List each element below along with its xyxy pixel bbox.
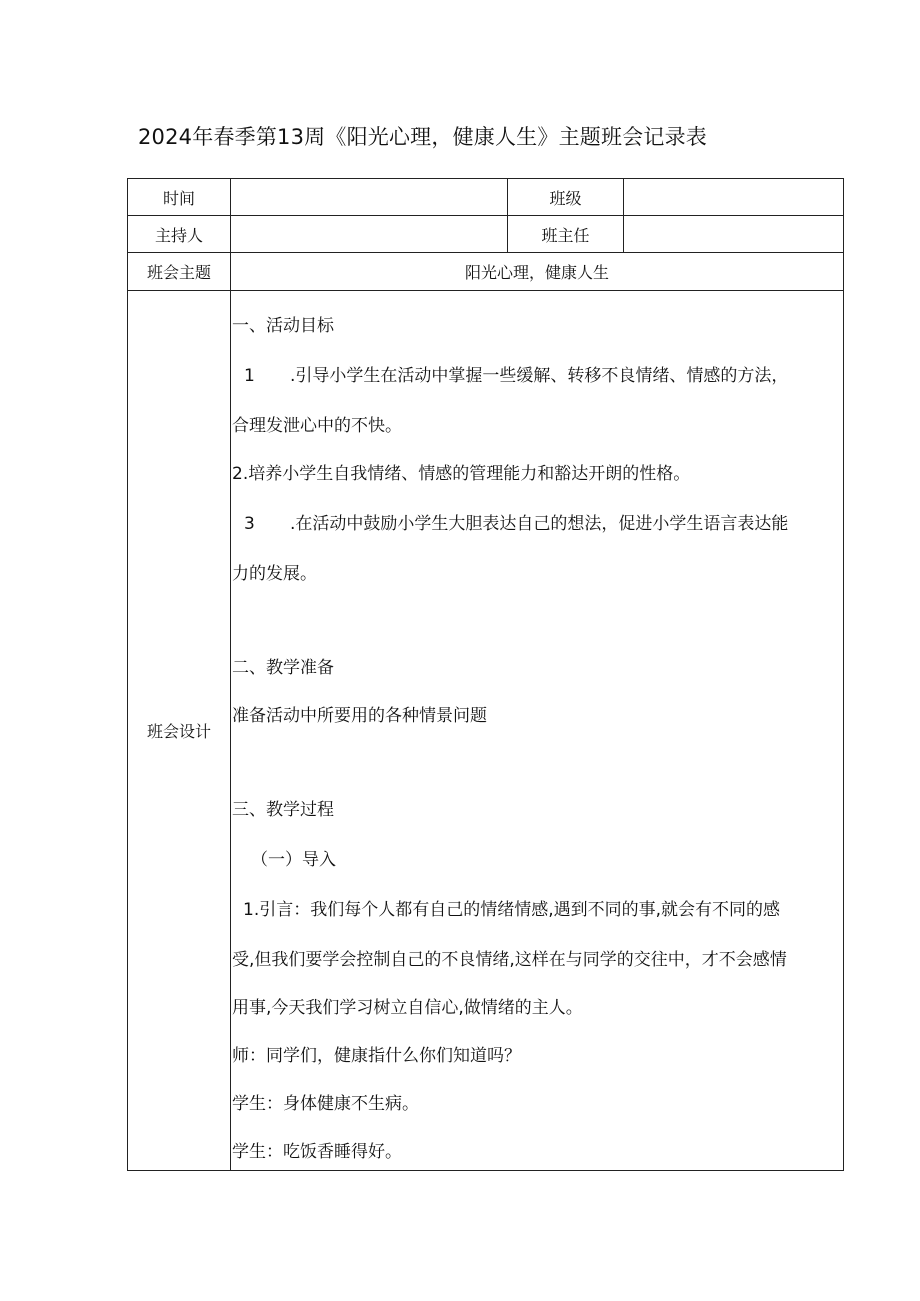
label-topic: 班会主题: [128, 253, 231, 291]
value-topic: 阳光心理，健康人生: [231, 253, 844, 291]
value-head-teacher: [624, 216, 844, 253]
subsection-intro: （一）导入: [251, 850, 336, 870]
value-host: [231, 216, 508, 253]
section-heading-prep: 二、教学准备: [232, 658, 334, 678]
design-content: [231, 291, 843, 1170]
row-time-class: [128, 179, 844, 216]
label-head-teacher: 班主任: [508, 216, 624, 253]
value-class: [624, 179, 844, 216]
goal-1-line-2: 合理发泄心中的不快。: [232, 416, 402, 436]
label-design: 班会设计: [128, 291, 231, 1171]
goal-1-text-a: .引导小学生在活动中掌握一些缓解、转移不良情绪、情感的方法，: [290, 366, 789, 386]
record-table: [127, 178, 844, 1171]
goal-2: 2.培养小学生自我情绪、情感的管理能力和豁达开朗的性格。: [232, 464, 691, 484]
row-topic: [128, 253, 844, 291]
student-answer-1: 学生：身体健康不生病。: [232, 1094, 419, 1114]
student-answer-2: 学生：吃饭香睡得好。: [232, 1142, 402, 1162]
design-cell: [231, 291, 844, 1171]
label-class: 班级: [508, 179, 624, 216]
intro-line-2: 受,但我们要学会控制自己的不良情绪,这样在与同学的交往中，才不会感情: [232, 950, 787, 970]
section-heading-goals: 一、活动目标: [232, 316, 334, 336]
goal-1-number: 1: [244, 366, 255, 386]
row-host-teacher: [128, 216, 844, 253]
value-time: [231, 179, 508, 216]
goal-3-line-2: 力的发展。: [232, 564, 317, 584]
goal-1-line-1: [232, 361, 788, 386]
goal-3-text-a: .在活动中鼓励小学生大胆表达自己的想法，促进小学生语言表达能: [290, 514, 789, 534]
intro-line-3: 用事,今天我们学习树立自信心,做情绪的主人。: [232, 998, 583, 1018]
row-design: [128, 291, 844, 1171]
intro-line-1: 1.引言：我们每个人都有自己的情绪情感,遇到不同的事,就会有不同的感: [243, 900, 781, 920]
page-title: 2024年春季第13周《阳光心理，健康人生》主题班会记录表: [138, 125, 707, 149]
label-host: 主持人: [128, 216, 231, 253]
teacher-question: 师：同学们，健康指什么你们知道吗？: [232, 1046, 521, 1066]
goal-3-line-1: [232, 509, 788, 534]
goal-3-number: 3: [244, 514, 255, 534]
section-heading-process: 三、教学过程: [232, 800, 334, 820]
prep-text: 准备活动中所要用的各种情景问题: [232, 706, 487, 726]
label-time: 时间: [128, 179, 231, 216]
